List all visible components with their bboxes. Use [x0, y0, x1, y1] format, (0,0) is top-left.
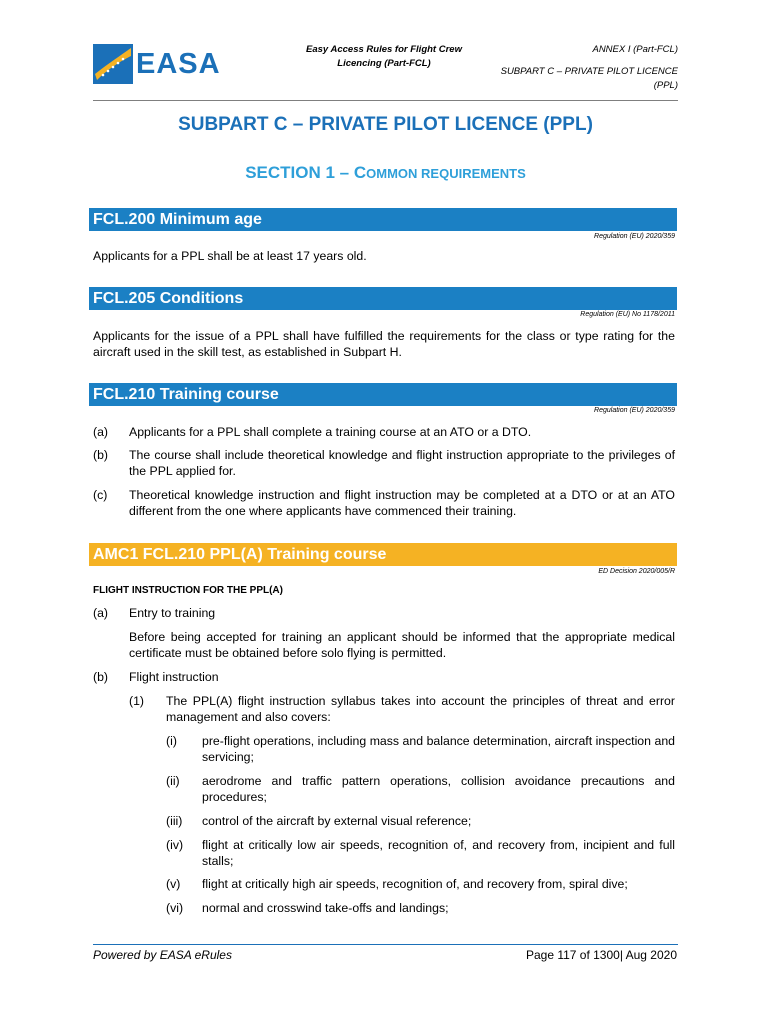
amc1-subheading: FLIGHT INSTRUCTION FOR THE PPL(A): [93, 585, 283, 596]
fcl205-regulation: Regulation (EU) No 1178/2011: [580, 311, 675, 318]
list-item-label: (a): [93, 606, 109, 620]
list-item-label: (vi): [166, 901, 184, 915]
list-item-label: (ii): [166, 774, 180, 788]
fcl200-text: Applicants for a PPL shall be at least 17 years old.: [93, 249, 367, 263]
list-item: aerodrome and traffic pattern operations, collision avoidance precautions and procedures;: [202, 774, 675, 804]
list-item: flight at critically low air speeds, recognition of, and recovery from, incipient and full stalls;: [202, 838, 675, 868]
document-title: Easy Access Rules for Flight Crew Licencing (Part-FCL): [306, 44, 462, 69]
list-item-label: (a): [93, 425, 109, 439]
amc1-b-title: Flight instruction: [129, 670, 219, 684]
footer-powered-by[interactable]: Powered by EASA eRules: [93, 948, 232, 962]
fcl210-regulation: Regulation (EU) 2020/359: [594, 407, 675, 414]
easa-logo: [93, 44, 221, 84]
list-item: control of the aircraft by external visual reference;: [202, 814, 472, 828]
amc1-decision: ED Decision 2020/005/R: [598, 568, 675, 575]
fcl205-text: Applicants for the issue of a PPL shall have fulfilled the requirements for the class or type rating for the aircraft used in the skill test, as established in Subpart H.: [93, 329, 675, 359]
list-item-label: (1): [129, 694, 145, 708]
list-item: Applicants for a PPL shall complete a training course at an ATO or a DTO.: [129, 425, 532, 439]
list-item-label: (b): [93, 670, 109, 684]
header-right: ANNEX I (Part-FCL) SUBPART C – PRIVATE PILOT LICENCE (PPL): [478, 43, 678, 93]
list-item-label: (iv): [166, 838, 184, 852]
fcl210-heading[interactable]: FCL.210 Training course: [89, 383, 677, 406]
list-item: pre-flight operations, including mass and balance determination, aircraft inspection and servicing;: [202, 734, 675, 764]
amc1-a-title: Entry to training: [129, 606, 216, 620]
fcl200-heading[interactable]: FCL.200 Minimum age: [89, 208, 677, 231]
list-item-label: (iii): [166, 814, 183, 828]
list-item: Theoretical knowledge instruction and flight instruction may be completed at a DTO or at an ATO different from the one where applicants have commenced their training.: [129, 488, 675, 518]
section-title: SECTION 1 – COMMON REQUIREMENTS: [245, 163, 526, 182]
list-item-label: (b): [93, 448, 109, 462]
list-item: The course shall include theoretical knowledge and flight instruction appropriate to the privileges of the PPL applied for.: [129, 448, 675, 478]
footer-page-number: Page 117 of 1300| Aug 2020: [525, 948, 677, 962]
list-item: normal and crosswind take-offs and landings;: [202, 901, 449, 915]
fcl205-heading[interactable]: FCL.205 Conditions: [89, 287, 677, 310]
logo-text: EASA: [136, 48, 221, 80]
annex-label: ANNEX I (Part-FCL): [592, 44, 678, 55]
amc1-heading[interactable]: AMC1 FCL.210 PPL(A) Training course: [89, 543, 677, 566]
page-header: [93, 40, 678, 96]
easa-logo-icon: [93, 44, 133, 84]
page-title: SUBPART C – PRIVATE PILOT LICENCE (PPL): [178, 114, 593, 135]
list-item-label: (i): [166, 734, 177, 748]
header-divider: [93, 100, 678, 101]
amc1-a-text: Before being accepted for training an applicant should be informed that the appropriate medical certificate must be obtained before solo flying is permitted.: [129, 630, 675, 660]
list-item-label: (c): [93, 488, 108, 502]
fcl200-regulation: Regulation (EU) 2020/359: [594, 233, 675, 240]
list-item: flight at critically high air speeds, recognition of, and recovery from, spiral dive;: [202, 877, 628, 891]
amc1-b1-text: The PPL(A) flight instruction syllabus takes into account the principles of threat and error management and also covers:: [166, 694, 675, 724]
list-item-label: (v): [166, 877, 181, 891]
subpart-label: SUBPART C – PRIVATE PILOT LICENCE: [500, 66, 678, 77]
footer-divider: [93, 944, 678, 945]
